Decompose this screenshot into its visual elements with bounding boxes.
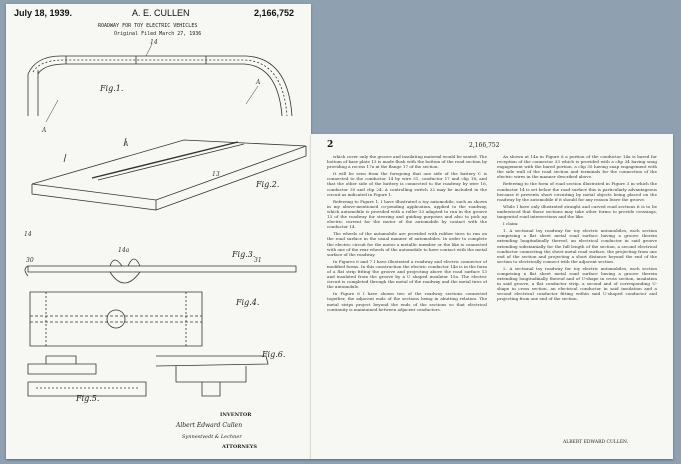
- svg-text:A: A: [124, 141, 129, 148]
- paragraph: While I have only illustrated straight and curved road sections it is to be understood that those sections may take other forms to provide crossings, tangential road intersections and the like.: [497, 203, 657, 220]
- paragraph: Referring to the form of road section illustrated in Figure 3 in which the conductor 14 is set below the road surface this is particularly advantageous because it prevents short circuiting by metal objects being placed on the roadway by the automobile if it should for any reason leave the groove.: [497, 181, 657, 202]
- paragraph: 2. A sectional toy roadway for toy electric automobiles, each section comprising a flat sheet metal road surface having a groove therein extending longitudinally thereof and of U-shape in cross section, insulation in said groove, a flat conductor strip, a second and of corresponding U-shape in cross section, an electrical conductor in said insulation and a second electrical conductor fitting within said U-shaped conductor and projecting from one end of the section.: [497, 265, 657, 302]
- inventor-label: INVENTOR: [220, 412, 252, 418]
- figure-label-4: Fig.4.: [236, 298, 260, 307]
- attorneys-label: ATTORNEYS: [222, 444, 257, 450]
- paragraph: I claim:: [503, 221, 519, 227]
- svg-text:30: 30: [26, 257, 34, 264]
- paragraph: In Figure 6 I have shown two of the roadway sections connected together, the adjacent ends of the sections being in abutting relation. The metal strips project beyond the ends of the sections so that electrical continuity is maintained between adjacent conductors.: [327, 291, 487, 312]
- paragraph: 1. A sectional toy roadway for toy electric automobiles, each section comprising a flat sheet metal road surface having a groove therein extending longitudinally thereof, an electrical conductor in said groove extending substantially for the full length of the section, a second electrical conductor connecting the sheet metal road surface, the projecting from one end of the section and projecting a short distance beyond the end of the section to electrically connect with the adjacent section.: [497, 228, 657, 264]
- filed-date: Original Filed March 27, 1936: [114, 31, 202, 37]
- patent-drawings: [6, 4, 311, 459]
- svg-text:14: 14: [24, 231, 32, 238]
- paragraph: It will be seen from the foregoing that one side of the battery C is connected to the conductor 14 by wire 31, conductor 17 and clip 18, and that the other side of the battery is connected to the roadway by wire 16, conductor 30 and clip 24. A controlling switch 32 may be included in the circuit as indicated in Figure 1.: [327, 171, 487, 197]
- paragraph: As shown at 14a in Figure 6 a portion of the conductor 14a is bared for reception of the connector 33 which is provided with a clip 34 having snug engagement with the bared portion, a clip 35 having snap engagement with the side wall of the road section and terminals for the connection of the electric wires in the manner described above.: [497, 154, 657, 180]
- paragraph: Referring to Figure 1, I have illustrated a toy automobile, such as shown in my above-mentioned co-pending application, applied to the roadway, which automobile is provided with a roller 33 adapted to run in the groove 13 of the roadway for steering and guiding purposes and also to pick up electric current for the motor of the automobile by contact with the conductor 14.: [327, 198, 487, 230]
- text-column-left: [327, 154, 487, 449]
- paragraph: The wheels of the automobile are provided with rubber tires to run on the road surface in the usual manner of automobiles. In order to complete the electric circuit for the motor a metallic member or the like is connected with one of the rear wheels of the automobile to have contact with the metal surface of the roadway.: [327, 231, 487, 257]
- svg-text:14a: 14a: [118, 247, 130, 254]
- svg-text:14: 14: [150, 39, 158, 46]
- patent-date: July 18, 1939.: [14, 8, 73, 18]
- drawing-sheet: [6, 4, 311, 459]
- figure-label-2: Fig.2.: [256, 180, 280, 189]
- figure-label-6: Fig.6.: [262, 350, 286, 359]
- inventor-signature: Albert Edward Cullen: [176, 422, 243, 429]
- paragraph: which cover only the groove and insulating material would be seated. The bottom of base plate 13 is made flush with the bottom of the road section by providing a recess 17a in the flange 17 of the section.: [327, 154, 487, 170]
- svg-text:13: 13: [212, 171, 220, 178]
- specification-sheet: [311, 134, 673, 459]
- figure-label-1: Fig.1.: [100, 84, 124, 93]
- svg-text:A: A: [256, 79, 261, 86]
- paragraph: In Figures 6 and 7 I have illustrated a roadway and electric connector of modified forms. In this construction the electric conductor 14a is in the form of a flat strip fitting the groove and projecting above the road surface 13 and insulated from the groove by a U shaped insulator 15a. The electric circuit is completed through the metal of the roadway and the metal tires of the automobile.: [327, 258, 487, 290]
- inventor-header: A. E. CULLEN: [132, 8, 190, 18]
- svg-text:A: A: [42, 127, 47, 134]
- figure-label-5: Fig.5.: [76, 394, 100, 403]
- patent-number: 2,166,752: [254, 8, 295, 18]
- patent-title: ROADWAY FOR TOY ELECTRIC VEHICLES: [98, 23, 198, 29]
- specification-signature: ALBERT EDWARD CULLEN.: [563, 440, 629, 445]
- spec-patent-number: 2,166,752: [469, 142, 500, 149]
- attorney-signature: Synnestvedt & Lechner: [182, 434, 242, 440]
- text-column-right: [497, 154, 657, 449]
- svg-text:31: 31: [254, 257, 262, 264]
- figure-label-3: Fig.3.: [232, 250, 256, 259]
- column-number: 2: [327, 140, 334, 150]
